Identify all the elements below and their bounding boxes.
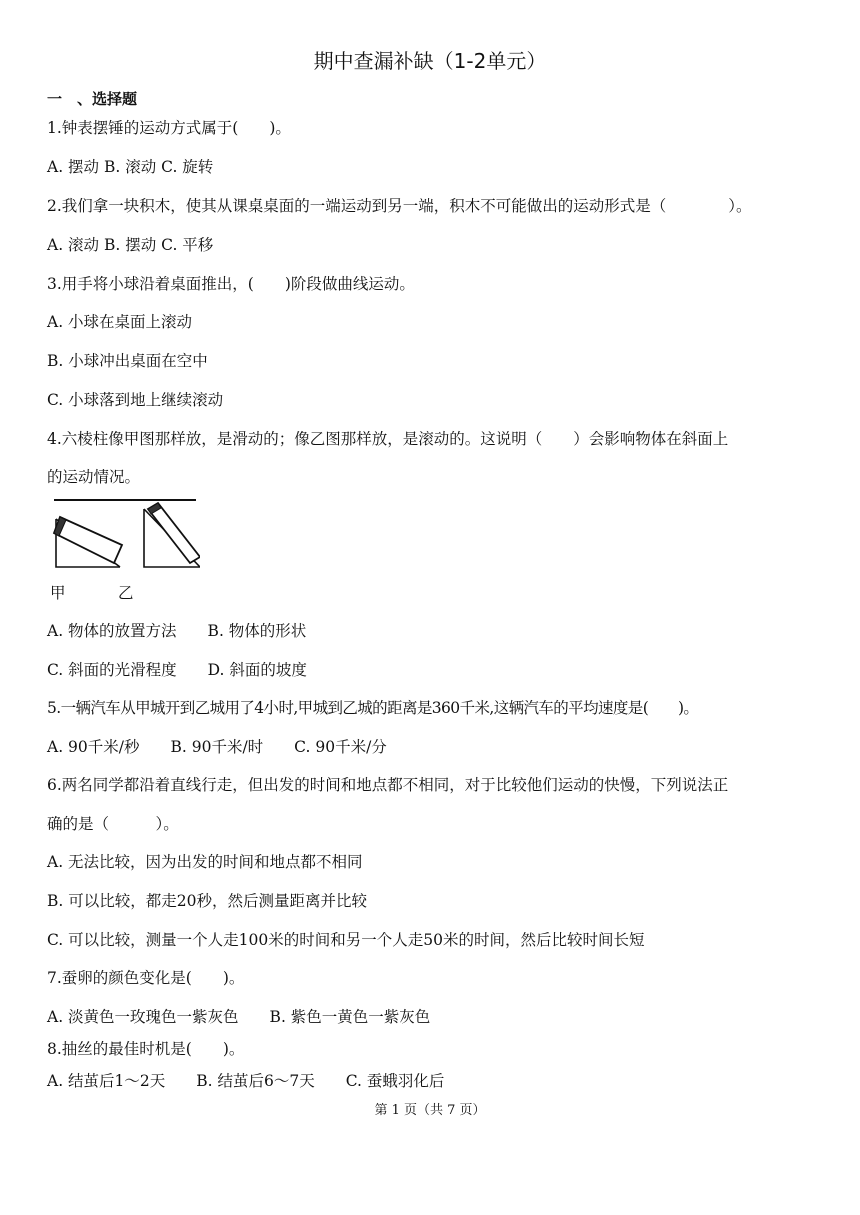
question-6-text-line1: 6.两名同学都沿着直线行走，但出发的时间和地点都不相同，对于比较他们运动的快慢，下列说法正: [47, 776, 729, 794]
question-3-text: 3.用手将小球沿着桌面推出，( )阶段做曲线运动。: [47, 275, 415, 293]
question-4-options-line2: C. 斜面的光滑程度 D. 斜面的坡度: [47, 661, 307, 679]
question-2-options: A. 滚动 B. 摆动 C. 平移: [47, 236, 214, 254]
question-2-text: 2.我们拿一块积木，使其从课桌桌面的一端运动到另一端，积木不可能做出的运动形式是（ ）。: [47, 197, 752, 215]
question-5-options: A. 90千米/秒 B. 90千米/时 C. 90千米/分: [47, 738, 387, 756]
question-8-options: A. 结茧后1～2天 B. 结茧后6～7天 C. 蚕蛾羽化后: [47, 1072, 445, 1090]
question-6-option-c: C. 可以比较，测量一个人走100米的时间和另一个人走50米的时间，然后比较时间长短: [47, 931, 645, 949]
question-8-text: 8.抽丝的最佳时机是( )。: [47, 1040, 245, 1058]
question-1-options: A. 摆动 B. 滚动 C. 旋转: [47, 158, 214, 176]
figure-label-yi: 乙: [118, 584, 134, 602]
question-6-option-a: A. 无法比较，因为出发的时间和地点都不相同: [47, 853, 363, 871]
question-3-option-b: B. 小球冲出桌面在空中: [47, 352, 208, 370]
question-6-option-b: B. 可以比较，都走20秒，然后测量距离并比较: [47, 892, 367, 910]
section-heading: 一 、选择题: [47, 90, 138, 108]
question-5-text: 5.一辆汽车从甲城开到乙城用了4小时,甲城到乙城的距离是360千米,这辆汽车的平均速度是( )。: [47, 699, 699, 717]
figure-label-jia: 甲: [50, 584, 66, 602]
question-4-options-line1: A. 物体的放置方法 B. 物体的形状: [47, 622, 307, 640]
question-7-options: A. 淡黄色一玫瑰色一紫灰色 B. 紫色一黄色一紫灰色: [47, 1008, 431, 1026]
page-title: 期中查漏补缺（1-2单元）: [313, 49, 547, 73]
question-7-text: 7.蚕卵的颜色变化是( )。: [47, 969, 245, 987]
figure-yi-diagram: [144, 503, 200, 567]
question-3-option-a: A. 小球在桌面上滚动: [47, 313, 193, 331]
incline-figure: [50, 495, 200, 575]
question-3-option-c: C. 小球落到地上继续滚动: [47, 391, 224, 409]
question-1-text: 1.钟表摆锤的运动方式属于( )。: [47, 119, 291, 137]
question-4-text-line1: 4.六棱柱像甲图那样放，是滑动的；像乙图那样放，是滚动的。这说明（ ）会影响物体在斜面上: [47, 430, 729, 448]
question-6-text-line2: 确的是（ ）。: [47, 815, 179, 833]
page-footer: 第 1 页（共 7 页）: [374, 1103, 486, 1118]
question-4-text-line2: 的运动情况。: [47, 468, 141, 486]
figure-jia-diagram: [54, 517, 122, 567]
